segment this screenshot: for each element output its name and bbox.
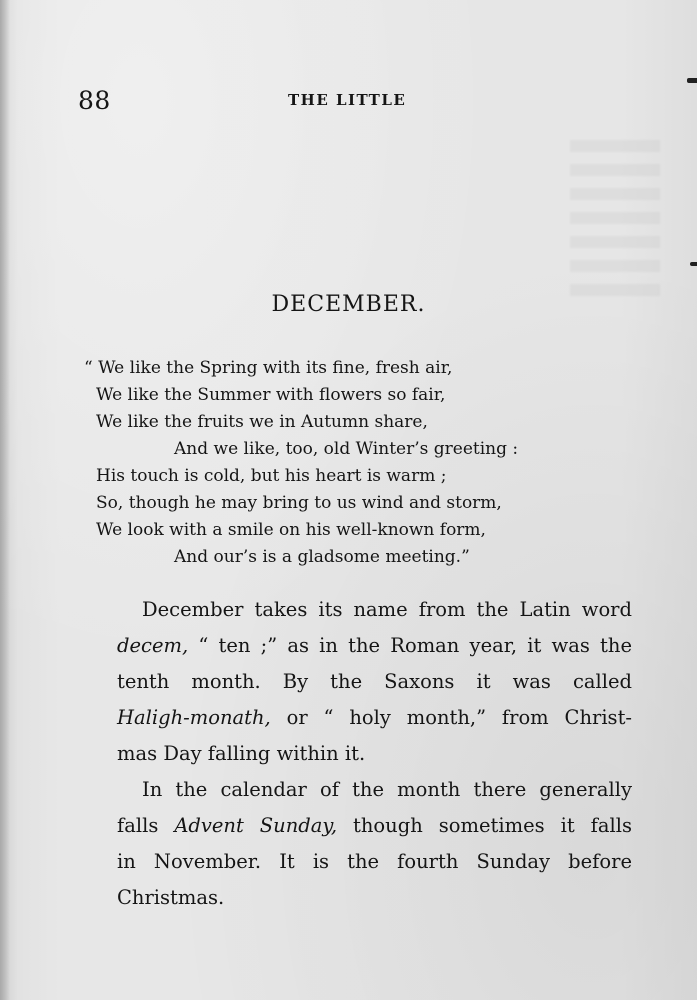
page-edge-mark [690,262,697,266]
page-edge-mark [687,78,697,83]
poem-line: We look with a smile on his well-known form, [96,520,486,540]
text-line: tenth month. By the Saxons it was called [117,670,632,693]
text-line: in November. It is the fourth Sunday before [117,850,632,873]
poem-line: His touch is cold, but his heart is warm ; [96,466,447,486]
italic-term: decem, [117,634,189,657]
italic-term: Haligh-monath, [117,706,271,729]
poem-line: We like the fruits we in Autumn share, [96,412,428,432]
section-title: DECEMBER. [271,292,426,317]
text-line [92,808,632,844]
poem-line: And our’s is a gladsome meeting.” [174,547,470,567]
poem [84,355,636,571]
text-line: December takes its name from the Latin word [142,598,632,621]
text-segment: “ ten ;” as in the Roman year, it was the [188,634,632,657]
text-segment: though sometimes it falls [337,814,632,837]
paragraph [92,772,632,916]
page-header [78,86,618,116]
body-text [92,592,632,916]
poem-line: And we like, too, old Winter’s greeting : [174,439,519,459]
poem-line: “ We like the Spring with its fine, fresh air, [84,358,453,378]
running-head: THE LITTLE [288,91,407,109]
show-through-texture [570,140,660,300]
text-line: In the calendar of the month there generally [142,778,632,801]
text-line [92,628,632,664]
text-line: mas Day falling within it. [117,742,366,765]
text-segment: or “ holy month,” from Christ- [270,706,632,729]
text-line: Christmas. [117,886,225,909]
italic-term: Advent Sunday, [174,814,338,837]
page-number: 88 [78,86,111,115]
text-segment: falls [117,814,175,837]
poem-line: So, though he may bring to us wind and storm, [96,493,502,513]
page-edge-shadow [0,0,10,1000]
poem-line: We like the Summer with flowers so fair, [96,385,446,405]
paragraph [92,592,632,772]
text-line [92,700,632,736]
